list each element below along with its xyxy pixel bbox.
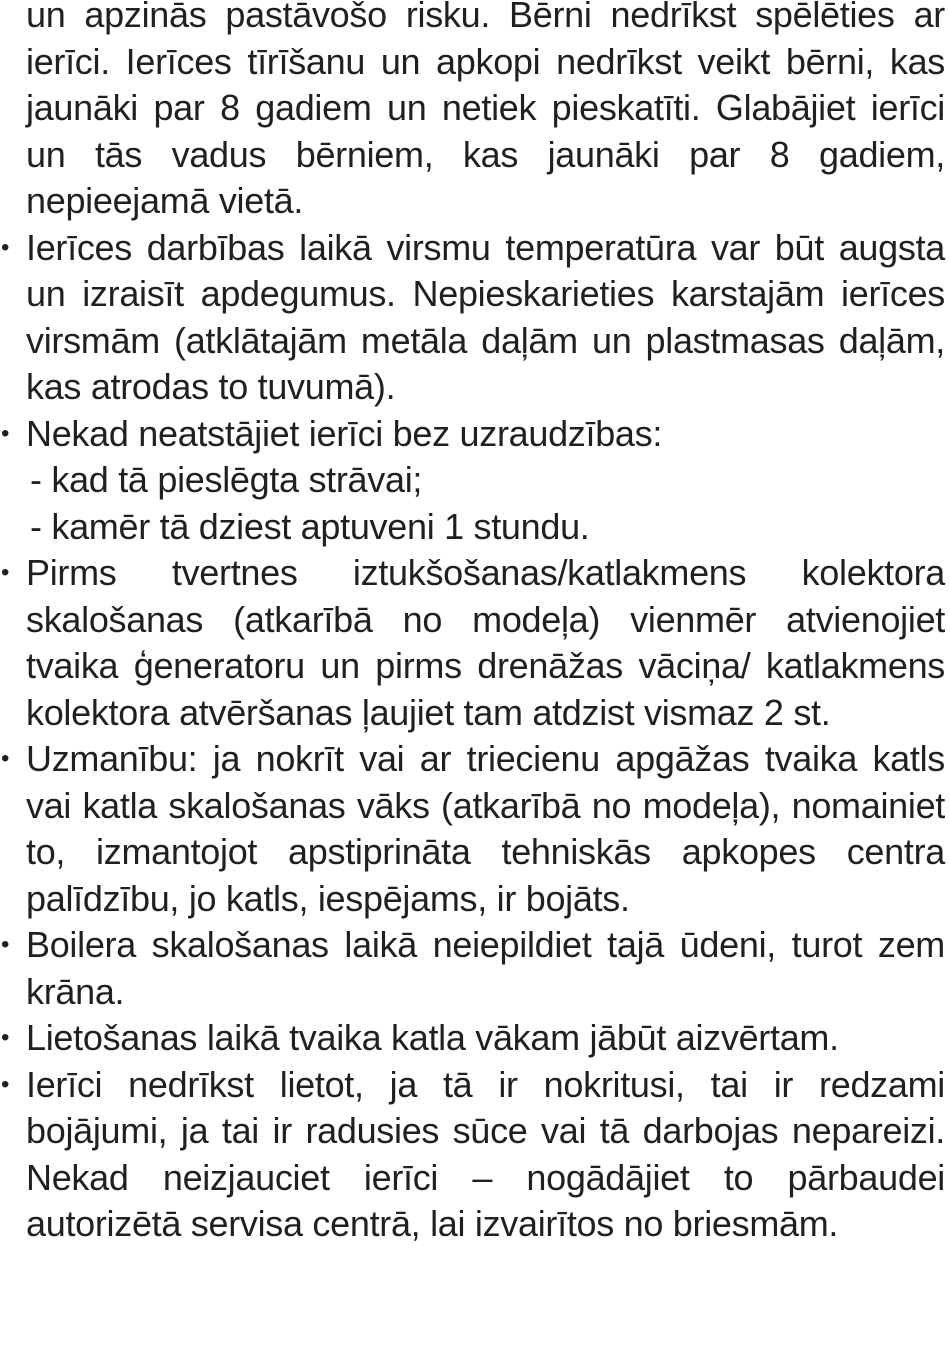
list-sub-item: - kad tā pieslēgta strāvai; bbox=[30, 459, 423, 500]
list-item bbox=[0, 736, 945, 922]
bullet-icon: • bbox=[1, 745, 10, 772]
bullet-icon: • bbox=[1, 419, 10, 447]
list-item-text: Ierīci nedrīkst lietot, ja tā ir nokritusi, tai ir redzami bojājumi, ja tai ir radusies sūce vai tā darbojas nepareizi. Nekad neizjauciet ierīci – nogādājiet to pārbaudei autorizētā servisa centrā, lai izvairītos no briesmām. bbox=[26, 1063, 945, 1244]
list-item-text: Pirms tvertnes iztukšošanas/katlakmens kolektora skalošanas (atkarībā no modeļa) vienmēr atvienojiet tvaika ģeneratoru un pirms drenāžas vāciņa/ katlakmens kolektora atvēršanas ļaujiet tam atdzist vismaz 2 st. bbox=[26, 552, 945, 733]
list-item bbox=[0, 550, 945, 736]
intro-text: un apzinās pastāvošo risku. Bērni nedrīkst spēlēties ar ierīci. Ierīces tīrīšanu un apkopi nedrīkst veikt bērni, kas jaunāki par 8 gadiem un netiek pieskatīti. Glabājiet ierīci un tās vadus bērniem, kas jaunāki par 8 gadiem, nepieejamā vietā. bbox=[26, 0, 945, 221]
list-item bbox=[0, 922, 945, 1015]
bullet-icon: • bbox=[1, 233, 10, 261]
bullet-icon: • bbox=[1, 931, 10, 958]
list-item bbox=[0, 225, 945, 411]
list-item bbox=[0, 411, 945, 551]
bullet-icon: • bbox=[1, 1070, 10, 1098]
list-item-text: Lietošanas laikā tvaika katla vākam jābūt aizvērtam. bbox=[26, 1017, 839, 1058]
list-sub-item: - kamēr tā dziest aptuveni 1 stundu. bbox=[30, 505, 590, 547]
list-item bbox=[0, 1015, 945, 1062]
list-item-text: Ierīces darbības laikā virsmu temperatūra var būt augsta un izraisīt apdegumus. Nepieskarieties karstajām ierīces virsmām (atklātajām metāla daļām un plastmasas daļām, kas atrodas to tuvumā). bbox=[26, 226, 945, 407]
list-item bbox=[0, 1062, 945, 1248]
list-item-text: Nekad neatstājiet ierīci bez uzraudzības: bbox=[26, 412, 663, 454]
bullet-icon: • bbox=[1, 559, 10, 586]
list-item-text: Uzmanību: ja nokrīt vai ar triecienu apgāžas tvaika katls vai katla skalošanas vāks (atkarībā no modeļa), nomainiet to, izmantojot apstiprināta tehniskās apkopes centra palīdzību, jo katls, iespējams, ir bojāts. bbox=[26, 738, 945, 919]
intro-paragraph bbox=[0, 0, 945, 225]
bullet-icon: • bbox=[1, 1024, 10, 1051]
list-item-text: Boilera skalošanas laikā neiepildiet tajā ūdeni, turot zem krāna. bbox=[26, 924, 945, 1012]
